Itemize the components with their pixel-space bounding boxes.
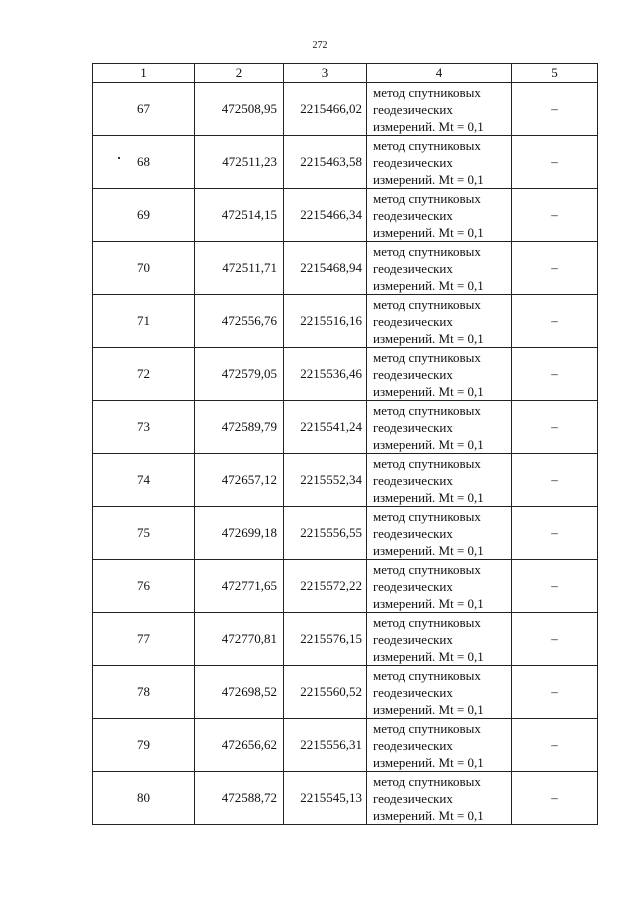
method-cell xyxy=(367,772,512,825)
method-cell xyxy=(367,136,512,189)
note-cell: – xyxy=(512,83,598,136)
method-line: геодезических xyxy=(373,207,453,223)
table-row xyxy=(93,242,598,295)
table-row xyxy=(93,189,598,242)
method-line: геодезических xyxy=(373,525,453,541)
table-row xyxy=(93,348,598,401)
x-coordinate-cell: 472511,23 xyxy=(195,136,284,189)
table-header xyxy=(93,64,598,83)
method-line: измерений. Mt = 0,1 xyxy=(373,542,484,558)
method-line: измерений. Mt = 0,1 xyxy=(373,754,484,770)
method-line: измерений. Mt = 0,1 xyxy=(373,648,484,664)
x-coordinate-cell: 472771,65 xyxy=(195,560,284,613)
table-row xyxy=(93,507,598,560)
method-line: метод спутниковых xyxy=(373,402,481,418)
method-cell xyxy=(367,560,512,613)
method-cell xyxy=(367,189,512,242)
note-cell: – xyxy=(512,772,598,825)
method-line: геодезических xyxy=(373,313,453,329)
note-cell: – xyxy=(512,560,598,613)
y-coordinate-cell: 2215556,55 xyxy=(284,507,367,560)
method-line: метод спутниковых xyxy=(373,455,481,471)
method-cell xyxy=(367,83,512,136)
x-coordinate-cell: 472508,95 xyxy=(195,83,284,136)
header-cell-2: 2 xyxy=(195,64,284,83)
method-line: метод спутниковых xyxy=(373,508,481,524)
coordinates-table xyxy=(92,63,598,825)
y-coordinate-cell: 2215466,34 xyxy=(284,189,367,242)
method-line: измерений. Mt = 0,1 xyxy=(373,489,484,505)
method-line: измерений. Mt = 0,1 xyxy=(373,595,484,611)
y-coordinate-cell: 2215576,15 xyxy=(284,613,367,666)
header-cell-1: 1 xyxy=(93,64,195,83)
note-cell: – xyxy=(512,666,598,719)
method-line: метод спутниковых xyxy=(373,137,481,153)
method-line: геодезических xyxy=(373,154,453,170)
point-number-cell: 79 xyxy=(93,719,195,772)
y-coordinate-cell: 2215466,02 xyxy=(284,83,367,136)
method-line: геодезических xyxy=(373,472,453,488)
note-cell: – xyxy=(512,401,598,454)
table-row xyxy=(93,719,598,772)
method-line: измерений. Mt = 0,1 xyxy=(373,330,484,346)
x-coordinate-cell: 472770,81 xyxy=(195,613,284,666)
point-number-cell: 78 xyxy=(93,666,195,719)
y-coordinate-cell: 2215545,13 xyxy=(284,772,367,825)
point-number-cell: 77 xyxy=(93,613,195,666)
method-line: метод спутниковых xyxy=(373,243,481,259)
note-cell: – xyxy=(512,613,598,666)
method-line: геодезических xyxy=(373,419,453,435)
point-number-cell: 71 xyxy=(93,295,195,348)
y-coordinate-cell: 2215541,24 xyxy=(284,401,367,454)
method-line: метод спутниковых xyxy=(373,561,481,577)
method-line: метод спутниковых xyxy=(373,720,481,736)
table-row xyxy=(93,772,598,825)
header-row xyxy=(93,64,598,83)
method-line: измерений. Mt = 0,1 xyxy=(373,383,484,399)
x-coordinate-cell: 472589,79 xyxy=(195,401,284,454)
method-line: геодезических xyxy=(373,684,453,700)
note-cell: – xyxy=(512,454,598,507)
method-cell xyxy=(367,454,512,507)
method-line: измерений. Mt = 0,1 xyxy=(373,171,484,187)
y-coordinate-cell: 2215536,46 xyxy=(284,348,367,401)
table-row xyxy=(93,136,598,189)
method-line: измерений. Mt = 0,1 xyxy=(373,118,484,134)
y-coordinate-cell: 2215516,16 xyxy=(284,295,367,348)
table-body xyxy=(93,83,598,825)
note-cell: – xyxy=(512,507,598,560)
method-cell xyxy=(367,666,512,719)
x-coordinate-cell: 472514,15 xyxy=(195,189,284,242)
x-coordinate-cell: 472579,05 xyxy=(195,348,284,401)
point-number-cell: 69 xyxy=(93,189,195,242)
method-line: геодезических xyxy=(373,260,453,276)
method-cell xyxy=(367,719,512,772)
x-coordinate-cell: 472556,76 xyxy=(195,295,284,348)
table-row xyxy=(93,295,598,348)
header-cell-3: 3 xyxy=(284,64,367,83)
x-coordinate-cell: 472588,72 xyxy=(195,772,284,825)
y-coordinate-cell: 2215560,52 xyxy=(284,666,367,719)
y-coordinate-cell: 2215556,31 xyxy=(284,719,367,772)
method-line: измерений. Mt = 0,1 xyxy=(373,224,484,240)
method-cell xyxy=(367,348,512,401)
point-number-cell: 72 xyxy=(93,348,195,401)
note-cell: – xyxy=(512,242,598,295)
header-cell-5: 5 xyxy=(512,64,598,83)
page-number: 272 xyxy=(312,40,328,51)
method-line: метод спутниковых xyxy=(373,190,481,206)
x-coordinate-cell: 472657,12 xyxy=(195,454,284,507)
method-cell xyxy=(367,613,512,666)
table-row xyxy=(93,560,598,613)
x-coordinate-cell: 472656,62 xyxy=(195,719,284,772)
method-line: геодезических xyxy=(373,101,453,117)
table-row xyxy=(93,454,598,507)
y-coordinate-cell: 2215463,58 xyxy=(284,136,367,189)
table-row xyxy=(93,613,598,666)
method-line: метод спутниковых xyxy=(373,84,481,100)
method-line: геодезических xyxy=(373,737,453,753)
method-cell xyxy=(367,401,512,454)
point-number-cell: 75 xyxy=(93,507,195,560)
y-coordinate-cell: 2215468,94 xyxy=(284,242,367,295)
note-cell: – xyxy=(512,136,598,189)
method-line: измерений. Mt = 0,1 xyxy=(373,436,484,452)
note-cell: – xyxy=(512,348,598,401)
table-row xyxy=(93,401,598,454)
table-row xyxy=(93,83,598,136)
method-cell xyxy=(367,295,512,348)
point-number-cell: 68 xyxy=(93,136,195,189)
header-cell-4: 4 xyxy=(367,64,512,83)
method-line: геодезических xyxy=(373,578,453,594)
note-cell: – xyxy=(512,719,598,772)
point-number-cell: 74 xyxy=(93,454,195,507)
point-number-cell: 67 xyxy=(93,83,195,136)
method-line: метод спутниковых xyxy=(373,296,481,312)
method-cell xyxy=(367,242,512,295)
point-number-cell: 73 xyxy=(93,401,195,454)
x-coordinate-cell: 472511,71 xyxy=(195,242,284,295)
point-number-cell: 76 xyxy=(93,560,195,613)
method-line: метод спутниковых xyxy=(373,614,481,630)
note-cell: – xyxy=(512,189,598,242)
method-cell xyxy=(367,507,512,560)
method-line: метод спутниковых xyxy=(373,349,481,365)
method-line: измерений. Mt = 0,1 xyxy=(373,701,484,717)
method-line: геодезических xyxy=(373,790,453,806)
table-row xyxy=(93,666,598,719)
method-line: геодезических xyxy=(373,631,453,647)
method-line: метод спутниковых xyxy=(373,667,481,683)
y-coordinate-cell: 2215572,22 xyxy=(284,560,367,613)
point-number-cell: 80 xyxy=(93,772,195,825)
method-line: измерений. Mt = 0,1 xyxy=(373,277,484,293)
method-line: геодезических xyxy=(373,366,453,382)
x-coordinate-cell: 472699,18 xyxy=(195,507,284,560)
y-coordinate-cell: 2215552,34 xyxy=(284,454,367,507)
point-number-cell: 70 xyxy=(93,242,195,295)
method-line: измерений. Mt = 0,1 xyxy=(373,807,484,823)
x-coordinate-cell: 472698,52 xyxy=(195,666,284,719)
note-cell: – xyxy=(512,295,598,348)
method-line: метод спутниковых xyxy=(373,773,481,789)
